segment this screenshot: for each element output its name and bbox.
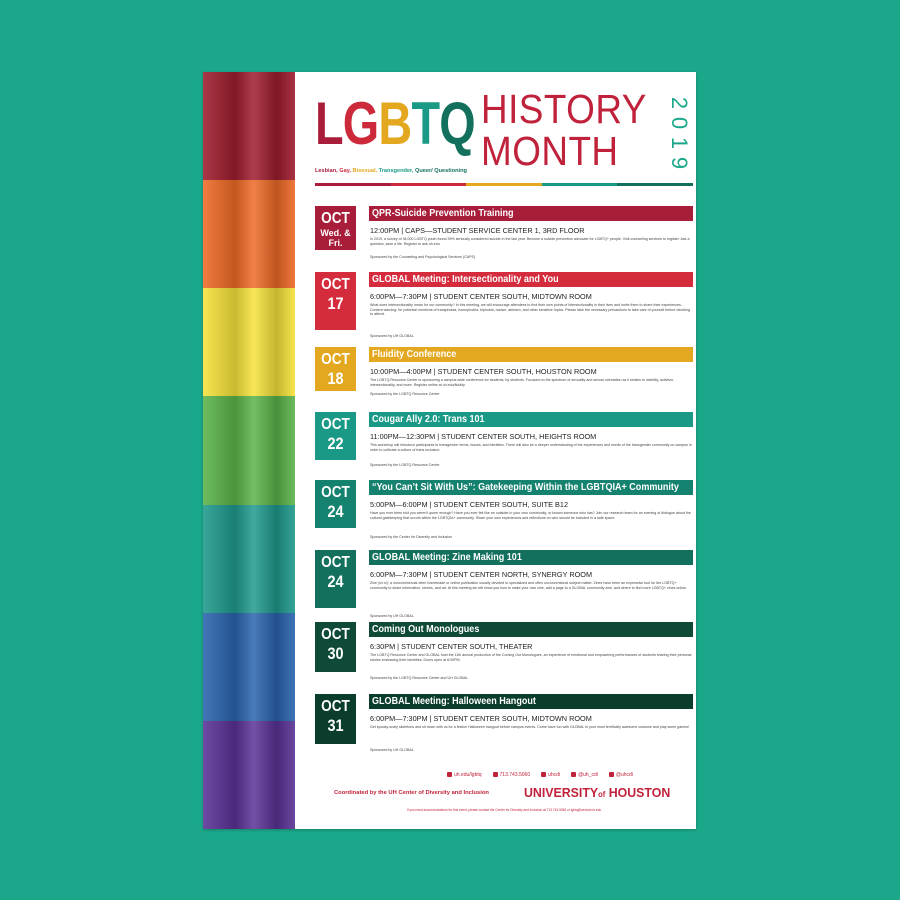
event-date-box	[315, 622, 356, 672]
event-description: Zine (/ziːn/): a noncommercial often homemade or online publication usually devoted to specialized and often unconventional subject matter. Zines have been an expressive tool for the LGBTQ+ community to share information, stories, and art. At this meeting we will show you how to make your own zine, add a page to a GLOBAL community zine, and where to find more LGBTQ+ zines online.	[370, 581, 687, 590]
event-sponsor: Sponsored by the LGBTQ Resource Center	[370, 392, 440, 396]
event-title-text: Cougar Ally 2.0: Trans 101	[372, 413, 485, 425]
event-day: 24	[327, 502, 344, 521]
year-digit: 1	[667, 136, 692, 150]
poster	[203, 72, 696, 829]
event-day: 22	[327, 434, 344, 453]
event-title-text: GLOBAL Meeting: Intersectionality and You	[372, 273, 559, 285]
poster-header	[315, 88, 693, 180]
event-month: OCT	[321, 554, 350, 571]
event-time-location: 6:30PM | STUDENT CENTER SOUTH, THEATER	[370, 642, 533, 651]
event-title-text: “You Can’t Sit With Us”: Gatekeeping Within the LGBTQIA+ Community	[372, 481, 679, 493]
social-link[interactable]	[447, 772, 482, 778]
event-day: 30	[327, 644, 344, 663]
lgbtq-logo	[315, 88, 475, 160]
year-digit: 2	[667, 96, 692, 110]
logo-letter: Q	[439, 90, 475, 157]
rainbow-flag-image	[203, 72, 295, 829]
tagline-word: Gay,	[339, 168, 353, 174]
logo-letter: B	[378, 90, 412, 157]
facebook-icon	[541, 772, 546, 777]
event-day: 17	[327, 294, 344, 313]
event-month: OCT	[321, 698, 350, 715]
event-description: The LGBTQ Resource Center and GLOBAL host the 11th annual production of the Coming Out Monologues, an experience of emotional and empowering performances of students sharing their personal stories embracing their identities. Doors open at 6:00PM.	[370, 653, 692, 662]
event-item	[315, 480, 693, 539]
header-color-stripes	[315, 183, 693, 186]
event-time-location: 6:00PM—7:30PM | STUDENT CENTER SOUTH, MIDTOWN ROOM	[370, 292, 592, 301]
event-time-location: 5:00PM—6:00PM | STUDENT CENTER SOUTH, SUITE B12	[370, 500, 569, 509]
event-sponsor: Sponsored by the LGBTQ Resource Center	[370, 463, 440, 467]
color-stripe	[542, 183, 618, 186]
event-item	[315, 347, 693, 396]
event-title-text: GLOBAL Meeting: Halloween Hangout	[372, 695, 536, 707]
event-title-text: QPR-Suicide Prevention Training	[372, 207, 514, 219]
event-date-box	[315, 347, 356, 391]
year-digit: 9	[667, 156, 692, 170]
fine-print: If you need accommodations for this event, please contact the Center for Diversity and Inclusion at 713.743.5060 or lgbtq@central.uh.edu	[406, 808, 602, 812]
event-day: 24	[327, 572, 344, 591]
coordinated-by: Coordinated by the UH Center of Diversity and Inclusion	[334, 790, 489, 796]
event-title-text: Fluidity Conference	[372, 348, 457, 360]
history-word: HISTORY	[481, 86, 647, 132]
event-month: OCT	[321, 484, 350, 501]
logo-letter: G	[342, 90, 379, 157]
social-link-text: @uh_cdi	[578, 772, 598, 778]
social-link-text: 713.743.5060	[499, 772, 531, 778]
poster-content	[295, 72, 696, 829]
tagline-word: Queer/ Questioning	[415, 168, 467, 174]
event-time-location: 10:00PM—4:00PM | STUDENT CENTER SOUTH, HOUSTON ROOM	[370, 367, 597, 376]
event-sponsor: Sponsored by the Center for Diversity and Inclusion	[370, 535, 453, 539]
event-sponsor: Sponsored by the LGBTQ Resource Center and UH GLOBAL	[370, 676, 469, 680]
event-date-box	[315, 412, 356, 460]
flag-fabric-shading	[203, 72, 295, 829]
month-word: MONTH	[481, 128, 619, 174]
event-month: OCT	[321, 351, 350, 368]
event-date-box	[315, 480, 356, 528]
event-title	[369, 480, 693, 495]
event-title	[369, 622, 693, 637]
instagram-icon	[609, 772, 614, 777]
event-time-location: 12:00PM | CAPS—STUDENT SERVICE CENTER 1, 3RD FLOOR	[370, 226, 585, 235]
color-stripe	[315, 183, 391, 186]
event-sponsor: Sponsored by UH GLOBAL	[370, 748, 414, 752]
event-title	[369, 694, 693, 709]
history-month-title	[481, 88, 647, 172]
social-link[interactable]	[571, 772, 598, 778]
social-link-text: uhcdi	[548, 772, 561, 778]
event-item	[315, 272, 693, 338]
social-link-text: uh.edu/lgbtq	[454, 772, 482, 778]
tagline-word: Lesbian,	[315, 168, 340, 174]
tagline-word: Bisexual,	[352, 168, 379, 174]
event-title	[369, 550, 693, 565]
year-label	[665, 93, 693, 173]
event-day: 18	[327, 369, 344, 388]
event-description: What does intersectionality mean for our community? In this meeting, we will encourage attendees to find their own points of intersectionality in their lives and invite them to share their experiences. Content warning: for potential mentions of transphobia, homophobia, biphobia, racism, ableism, and other sensitive topics. Please take the necessary precautions to take care of yourself before deciding to attend.	[370, 303, 690, 317]
color-stripe	[617, 183, 693, 186]
lgbtq-tagline	[315, 168, 467, 174]
uh-logo: UNIVERSITYof HOUSTON	[524, 785, 671, 800]
social-link[interactable]	[609, 772, 633, 778]
event-date-box	[315, 550, 356, 608]
event-days-note: Wed. & Fri.	[320, 228, 351, 248]
event-title-text: Coming Out Monologues	[372, 623, 480, 635]
event-time-location: 6:00PM—7:30PM | STUDENT CENTER SOUTH, MIDTOWN ROOM	[370, 714, 592, 723]
event-title	[369, 412, 693, 427]
event-month: OCT	[321, 416, 350, 433]
event-month: OCT	[321, 276, 350, 293]
twitter-icon	[571, 772, 576, 777]
event-description: This workshop will introduce participants to transgender terms, issues, and identities. There will also be a deeper understanding of the experiences and needs of the transgender community on campus in order to cultivate a culture of trans inclusion.	[370, 443, 692, 452]
event-item	[315, 206, 693, 259]
event-date-box	[315, 272, 356, 330]
event-title	[369, 272, 693, 287]
social-link-text: @uhcdi	[615, 772, 633, 778]
event-month: OCT	[321, 210, 350, 227]
tagline-word: Transgender,	[378, 168, 416, 174]
social-link[interactable]	[493, 772, 531, 778]
event-date-box	[315, 206, 356, 250]
phone-icon	[493, 772, 498, 777]
event-item	[315, 412, 693, 467]
event-time-location: 11:00PM—12:30PM | STUDENT CENTER SOUTH, HEIGHTS ROOM	[370, 432, 597, 441]
event-description: The LGBTQ Resource Center is sponsoring a campus-wide conference for students, by students. Focused on the spectrum of sexuality and sexual orientation as it relates to visibility, activism, intersectionality, and more. Register online at uh.edu/fluidity	[370, 378, 674, 387]
social-link[interactable]	[541, 772, 560, 778]
event-title-text: GLOBAL Meeting: Zine Making 101	[372, 551, 522, 563]
event-sponsor: Sponsored by the Counseling and Psychological Services (CAPS)	[370, 255, 476, 259]
message-icon	[447, 772, 452, 777]
event-description: Get spooky-scary skeletons and sit down with us for a festive Halloween hangout before campus events. Come have fun with GLOBAL in your most terrifically awesome costume and play some games!	[370, 725, 690, 729]
color-stripe	[466, 183, 542, 186]
color-stripe	[391, 183, 467, 186]
event-title	[369, 206, 693, 221]
event-date-box	[315, 694, 356, 744]
event-description: Have you ever been told you weren't queer enough? Have you ever felt like an outsider in your own community, or known someone who has? Join our research team for an evening of dialogue about the cultural gatekeeping that occurs within the LGBTQIA+ community. Share your own experiences and reflections on who should be included in a safe space.	[370, 511, 691, 520]
event-item	[315, 550, 693, 618]
event-day: 31	[327, 716, 344, 735]
logo-letter: L	[315, 90, 343, 157]
event-item	[315, 622, 693, 680]
event-sponsor: Sponsored by UH GLOBAL	[370, 614, 414, 618]
year-digit: 0	[667, 116, 692, 130]
event-month: OCT	[321, 626, 350, 643]
event-title	[369, 347, 693, 362]
event-description: In 2019, a survey of 34,000 LGBTQ youth found 39% seriously considered suicide in the last year. Become a suicide prevention advocate for LGBTQ+ people. Visit counseling services to register. Ask a question, save a life. Register to ask.uh.edu	[370, 237, 690, 246]
logo-letter: T	[411, 90, 440, 157]
event-item	[315, 694, 693, 752]
social-links	[447, 772, 633, 778]
event-sponsor: Sponsored by UH GLOBAL	[370, 334, 414, 338]
event-time-location: 6:00PM—7:30PM | STUDENT CENTER NORTH, SYNERGY ROOM	[370, 570, 593, 579]
